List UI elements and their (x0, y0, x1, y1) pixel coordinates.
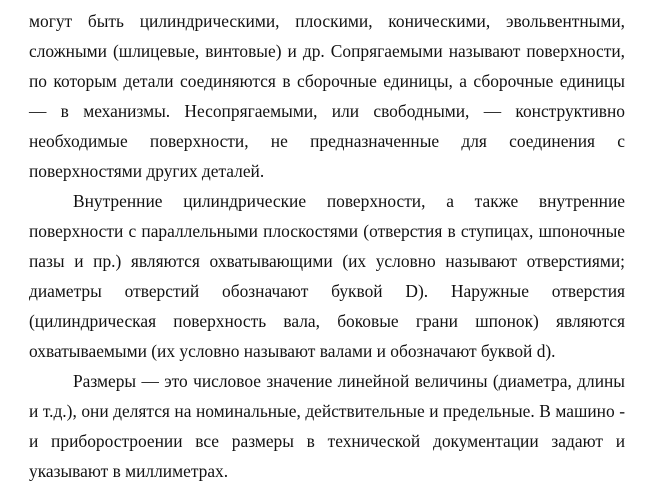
paragraph-internal-surfaces: Внутренние цилиндрические поверхности, а также внутренние поверхности с параллельными плоскостями (отверстия в ступицах, шпоночные пазы и пр.) являются охватывающими (их условно называют отверстиями; диаметры отверстий обозначают буквой D). Наружные отверстия (цилиндрическая поверхность вала, боковые грани шпонок) являются охватываемыми (их условно называют валами и обозначают буквой d). (29, 191, 625, 361)
paragraph-dimensions: Размеры — это числовое значение линейной величины (диаметра, длины и т.д.), они делятся на номинальные, действительные и предельные. В машино - и приборостроении все размеры в технической документации задают и указывают в миллиметрах. (29, 371, 625, 481)
paragraph-surfaces: могут быть цилиндрическими, плоскими, коническими, эвольвентными, сложными (шлицевые, винтовые) и др. Сопрягаемыми называют поверхности, по которым детали соединяются в сборочные единицы, а сборочные единицы — в механизмы. Несопрягаемыми, или свободными, — конструктивно необходимые поверхности, не предназначенные для соединения с поверхностями других деталей. (29, 11, 625, 181)
document-page (29, 6, 625, 486)
